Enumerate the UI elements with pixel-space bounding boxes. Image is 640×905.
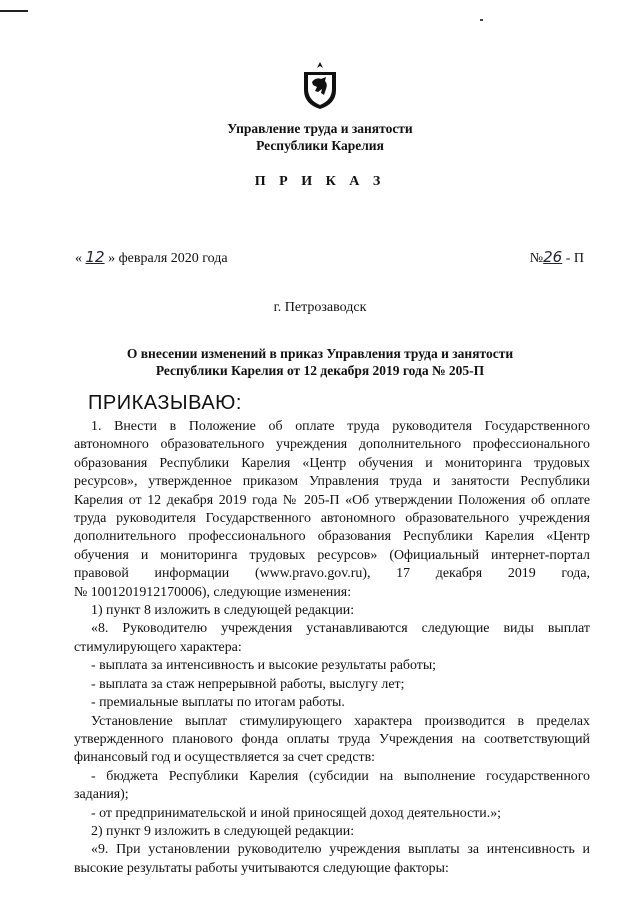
body-line: «9. При установлении руководителю учреждения выплаты за интенсивность и [91, 842, 590, 858]
body-line: - бюджета Республики Карелия (субсидии на выполнение государственного [91, 768, 590, 784]
body-line: - выплата за стаж непрерывной работы, выслугу лет; [91, 676, 405, 692]
body-line: труда руководителя Государственного автономного образовательного учреждения [74, 511, 590, 527]
date-open-quote: « [75, 251, 82, 266]
date-month-year: февраля 2020 года [115, 251, 228, 266]
city: г. Петрозаводск [273, 300, 367, 315]
order-subject [0, 345, 640, 379]
body-line: Карелия от 12 декабря 2019 года № 205-П «Об утверждении Положения об оплате [74, 492, 590, 508]
number-prefix: № [529, 251, 544, 266]
organization-name-line1: Управление труда и занятости [227, 121, 413, 136]
number-handwritten: 26 [543, 248, 563, 266]
command-heading: ПРИКАЗЫВАЮ: [88, 392, 242, 414]
body-line: 1. Внести в Положение об оплате труда руководителя Государственного [91, 419, 590, 434]
body-line: стимулирующего характера: [74, 639, 242, 655]
document-type: П Р И К А З [254, 174, 386, 189]
order-body [74, 418, 590, 878]
organization-name-line2: Республики Карелия [256, 138, 384, 153]
date-close-quote: » [108, 251, 116, 266]
body-line: № 1001201912170006), следующие изменения: [74, 584, 352, 600]
body-line: высокие результаты работы учитываются следующие факторы: [74, 860, 449, 876]
subject-line1: О внесении изменений в приказ Управления труда и занятости [126, 346, 514, 361]
body-line: - от предпринимательской и иной приносящей доход деятельности.»; [91, 805, 502, 821]
body-line: задания); [74, 787, 129, 803]
coat-of-arms-icon [300, 60, 340, 110]
body-line: «8. Руководителю учреждения устанавливаются следующие виды выплат [91, 621, 590, 637]
date-day-handwritten: 12 [85, 248, 105, 266]
body-line: обучения и мониторинга трудовых ресурсов» (Официальный интернет-портал [74, 547, 590, 563]
order-date [75, 248, 228, 267]
body-line: - премиальные выплаты по итогам работы. [91, 695, 345, 711]
number-suffix: - П [562, 251, 584, 266]
body-line: ресурсов», утвержденное приказом Управления труда и занятости Республики [74, 474, 590, 490]
order-number [530, 248, 584, 267]
body-line: утвержденного планового фонда оплаты труда Учреждения на соответствующий [74, 731, 590, 747]
scan-artifact [480, 19, 483, 21]
body-line: Установление выплат стимулирующего характера производится в пределах [91, 713, 590, 729]
body-line: 1) пункт 8 изложить в следующей редакции: [91, 603, 355, 619]
body-line: образования Республики Карелия «Центр обучения и мониторинга трудовых [74, 455, 590, 471]
scan-artifact [0, 10, 28, 12]
body-line: правовой информации (www.pravo.gov.ru), 17 декабря 2019 года, [74, 566, 590, 582]
body-line: автономного образовательного учреждения дополнительного профессионального [74, 437, 590, 453]
body-line: - выплата за интенсивность и высокие результаты работы; [91, 658, 437, 674]
subject-line2: Республики Карелия от 12 декабря 2019 года № 205-П [155, 363, 485, 378]
body-line: дополнительного профессионального образования Республики Карелия «Центр [74, 529, 590, 545]
body-line: финансовый год и осуществляется за счет средств: [74, 750, 376, 766]
body-line: 2) пункт 9 изложить в следующей редакции: [91, 823, 355, 839]
